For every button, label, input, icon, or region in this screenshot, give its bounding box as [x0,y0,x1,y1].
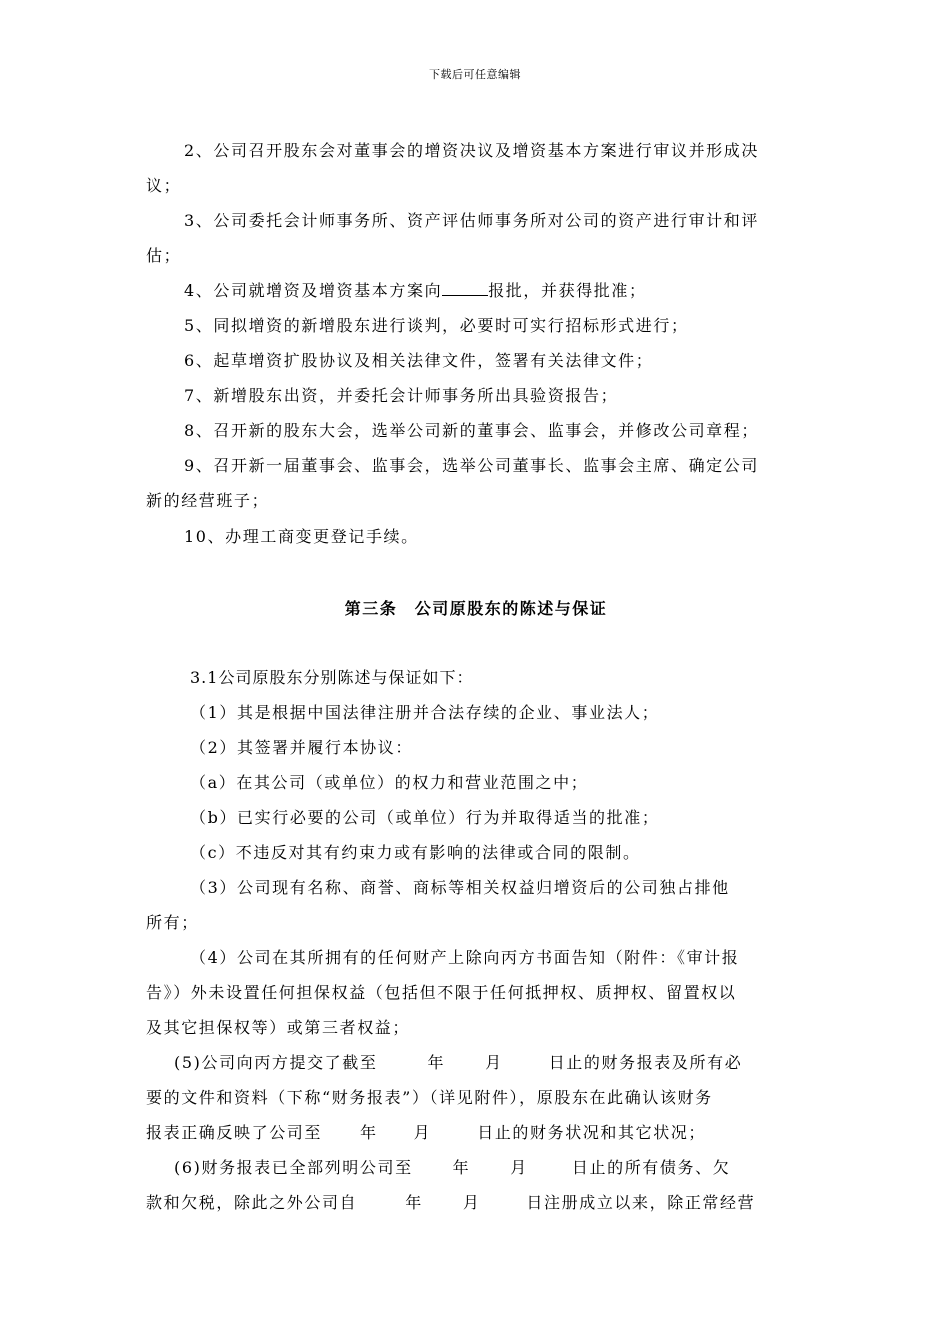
clause-5-text-c: 报表正确反映了公司至 [146,1123,323,1142]
step-3-line1: 3、公司委托会计师事务所、资产评估师事务所对公司的资产进行审计和评 [184,211,759,230]
clause-1: （1）其是根据中国法律注册并合法存续的企业、事业法人； [190,703,660,722]
clause-6-line1 [146,1150,806,1185]
clause-b: （b）已实行必要的公司（或单位）行为并取得适当的批准； [190,808,660,827]
clause-6-year: 年 [452,1158,471,1177]
clause-5-month: 月 [485,1053,503,1072]
step-3-line2: 估； [146,246,182,265]
clause-6-text-d: 日注册成立以来，除正常经营 [526,1193,756,1212]
step-6: 6、起草增资扩股协议及相关法律文件，签署有关法律文件； [184,351,654,370]
clause-5-year: 年 [427,1053,446,1072]
clause-5-text-a: (5)公司向丙方提交了截至 [174,1053,378,1072]
clause-6-year-2: 年 [405,1193,423,1212]
clause-3-line1: （3）公司现有名称、商誉、商标等相关权益归增资后的公司独占排他 [190,878,730,897]
clause-6-month-2: 月 [462,1193,481,1212]
step-10: 10、办理工商变更登记手续。 [184,527,419,546]
step-5: 5、同拟增资的新增股东进行谈判，必要时可实行招标形式进行； [184,316,689,335]
clause-4-line1: （4）公司在其所拥有的任何财产上除向丙方书面告知（附件：《审计报 [190,948,740,967]
clause-c: （c）不违反对其有约束力或有影响的法律或合同的限制。 [190,843,641,862]
step-2-line2: 议； [146,176,182,195]
clause-4-line2: 告》）外未设置任何担保权益（包括但不限于任何抵押权、质押权、留置权以 [146,983,737,1002]
step-8: 8、召开新的股东大会，选举公司新的董事会、监事会，并修改公司章程； [184,421,759,440]
section-title: 第三条 公司原股东的陈述与保证 [344,599,608,618]
clause-3-1: 3.1公司原股东分别陈述与保证如下： [190,668,474,687]
clause-5-line2: 要的文件和资料（下称“财务报表”）（详见附件），原股东在此确认该财务 [146,1088,713,1107]
step-7: 7、新增股东出资，并委托会计师事务所出具验资报告； [184,386,619,405]
clause-6-text-c: 款和欠税，除此之外公司自 [146,1193,358,1212]
clause-4-line3: 及其它担保权等）或第三者权益； [146,1018,411,1037]
step-4 [146,273,806,308]
step-2-line1: 2、公司召开股东会对董事会的增资决议及增资基本方案进行审议并形成决 [184,141,759,160]
blank-line [442,281,488,296]
clause-5-line1 [146,1045,806,1080]
clause-a: （a）在其公司（或单位）的权力和营业范围之中； [190,773,589,792]
step-9-line1: 9、召开新一届董事会、监事会，选举公司董事长、监事会主席、确定公司 [184,456,759,475]
clause-5-text-d: 日止的财务状况和其它状况； [477,1123,707,1142]
clause-6-text-a: (6)财务报表已全部列明公司至 [174,1158,413,1177]
clause-6-month: 月 [510,1158,528,1177]
clause-6-line2 [146,1185,806,1220]
clause-5-year-2: 年 [360,1123,378,1142]
clause-3-line2: 所有； [146,913,199,932]
step-4-pre: 4、公司就增资及增资基本方案向 [184,281,443,300]
clause-6-text-b: 日止的所有债务、欠 [571,1158,731,1177]
clause-2: （2）其签署并履行本协议： [190,738,413,757]
page-header: 下载后可任意编辑 [429,68,521,81]
clause-5-month-2: 月 [413,1123,432,1142]
clause-5-line3 [146,1115,806,1150]
clause-5-text-b: 日止的财务报表及所有必 [548,1053,743,1072]
step-9-line2: 新的经营班子； [146,491,270,510]
step-4-post: 报批，并获得批准； [488,281,647,300]
